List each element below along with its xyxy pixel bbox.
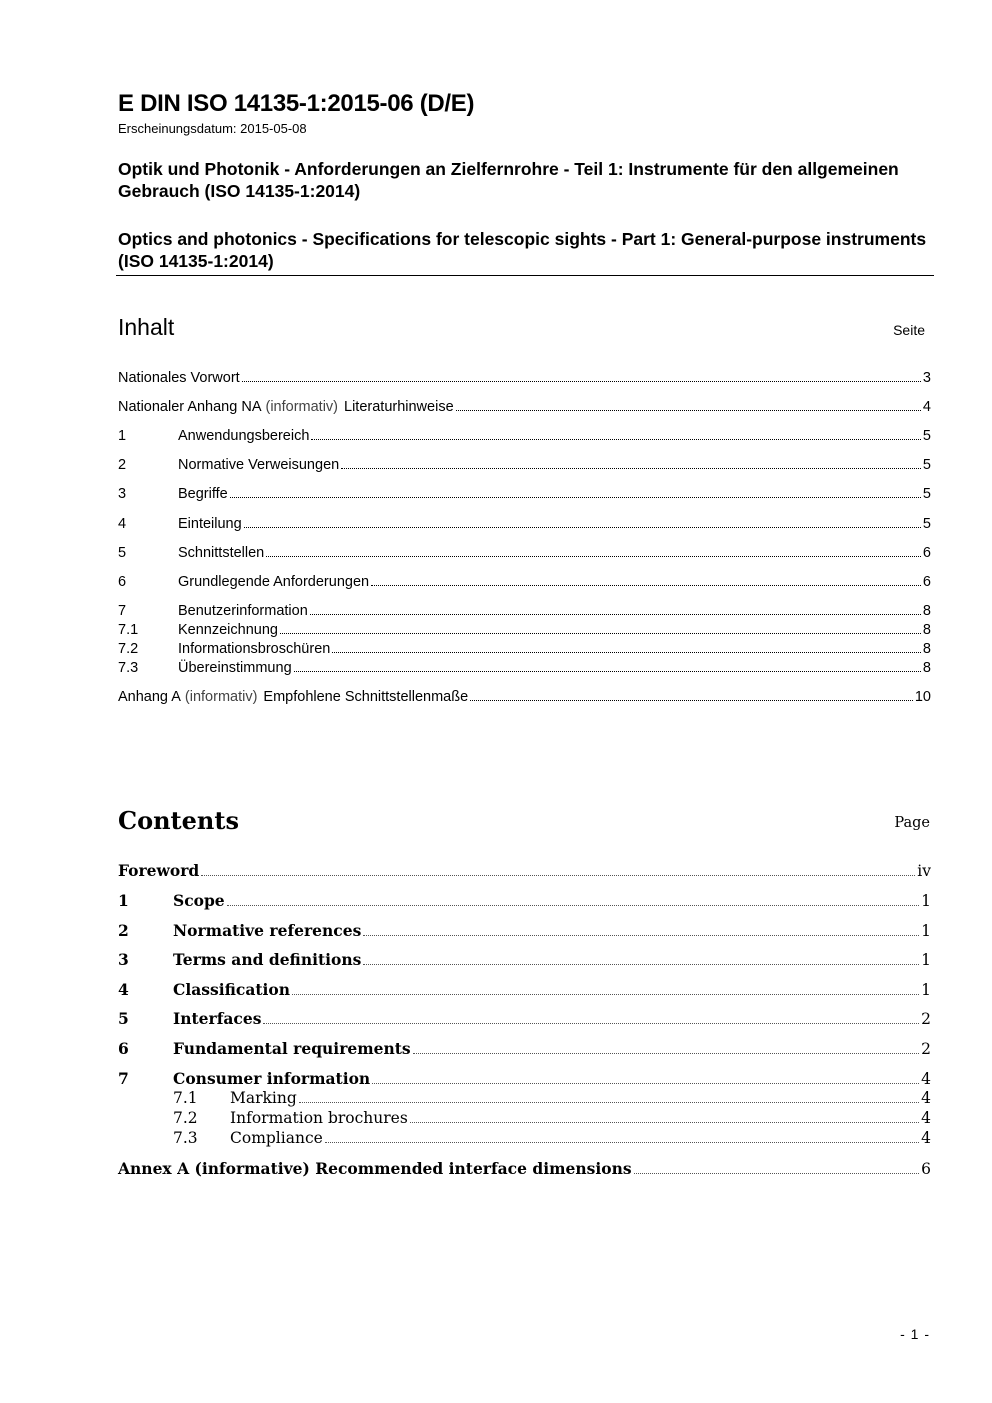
toc-de-entry[interactable] <box>118 428 931 448</box>
dot-leader <box>201 875 915 876</box>
dot-leader <box>456 410 921 411</box>
toc-entry-number: 1 <box>118 891 129 910</box>
toc-entry-title: Annex A (informative) Recommended interface dimensions <box>118 1159 632 1178</box>
toc-entry-title: Compliance <box>230 1129 323 1147</box>
toc-entry-page: 5 <box>922 486 931 502</box>
toc-en-heading: Contents <box>118 806 239 835</box>
toc-entry-page: 4 <box>921 1089 931 1107</box>
toc-entry-subtitle: Empfohlene Schnittstellenmaße <box>263 689 469 705</box>
toc-entry-page: 2 <box>921 1010 931 1028</box>
page-number: - 1 - <box>900 1326 930 1342</box>
toc-entry-page: iv <box>917 862 931 880</box>
toc-en-entry[interactable] <box>118 1159 931 1179</box>
toc-entry-number: 7 <box>118 1069 129 1088</box>
toc-en-entry[interactable] <box>118 1129 931 1149</box>
toc-entry-title: Terms and definitions <box>173 950 362 969</box>
toc-entry-number: 2 <box>118 921 129 940</box>
toc-entry-title: Information brochures <box>230 1109 408 1127</box>
toc-entry-page: 6 <box>921 1160 931 1178</box>
toc-entry-title: Kennzeichnung <box>178 622 278 638</box>
toc-de-entry[interactable] <box>118 516 931 536</box>
dot-leader <box>341 468 921 469</box>
toc-entry-page: 4 <box>921 1070 931 1088</box>
toc-entry-title: Benutzerinformation <box>178 603 308 619</box>
toc-entry-note: (informativ) <box>265 399 339 415</box>
toc-de-entry[interactable] <box>118 370 931 390</box>
dot-leader <box>294 671 921 672</box>
toc-entry-title: Scope <box>173 891 225 910</box>
toc-en-entry[interactable] <box>118 921 931 941</box>
toc-entry-number: 2 <box>118 457 127 473</box>
dot-leader <box>410 1122 919 1123</box>
toc-entry-page: 6 <box>922 545 931 561</box>
toc-entry-title: Interfaces <box>173 1009 262 1028</box>
toc-en-entry[interactable] <box>118 1039 931 1059</box>
toc-entry-number: 3 <box>118 486 127 502</box>
toc-entry-number: 7.2 <box>118 641 139 657</box>
toc-entry-title: Schnittstellen <box>178 545 265 561</box>
toc-entry-note: (informativ) <box>184 689 258 705</box>
toc-entry-number: 3 <box>118 950 129 969</box>
toc-entry-page: 1 <box>921 892 931 910</box>
toc-entry-page: 1 <box>921 922 931 940</box>
publication-date: Erscheinungsdatum: 2015-05-08 <box>118 121 307 136</box>
dot-leader <box>227 905 919 906</box>
toc-de-page-label: Seite <box>893 322 925 338</box>
dot-leader <box>280 633 921 634</box>
toc-entry-number: 5 <box>118 545 127 561</box>
toc-entry-title: Classification <box>173 980 291 999</box>
toc-entry-title: Fundamental requirements <box>173 1039 411 1058</box>
toc-entry-title: Übereinstimmung <box>178 660 292 676</box>
dot-leader <box>242 381 921 382</box>
toc-entry-title: Anwendungsbereich <box>178 428 310 444</box>
title-german: Optik und Photonik - Anforderungen an Zielfernrohre - Teil 1: Instrumente für den allgemeinen Gebrauch (ISO 14135-1:2014) <box>118 159 899 201</box>
toc-en-entry[interactable] <box>118 950 931 970</box>
toc-entry-title: Grundlegende Anforderungen <box>178 574 370 590</box>
toc-entry-page: 5 <box>922 457 931 473</box>
title-english: Optics and photonics - Specifications for telescopic sights - Part 1: General-purpose instruments (ISO 14135-1:2014) <box>118 229 927 271</box>
toc-entry-title: Consumer information <box>173 1069 371 1088</box>
toc-entry-title: Marking <box>230 1089 297 1107</box>
toc-en-page-label: Page <box>894 815 930 831</box>
dot-leader <box>634 1173 920 1174</box>
toc-entry-page: 1 <box>921 951 931 969</box>
dot-leader <box>244 527 921 528</box>
toc-de-entry[interactable] <box>118 574 931 594</box>
toc-entry-number: 7.3 <box>118 660 139 676</box>
toc-en-entry[interactable] <box>118 980 931 1000</box>
toc-entry-page: 4 <box>921 1109 931 1127</box>
toc-entry-title: Normative Verweisungen <box>178 457 340 473</box>
toc-entry-page: 8 <box>922 622 931 638</box>
toc-entry-page: 6 <box>922 574 931 590</box>
dot-leader <box>332 652 921 653</box>
toc-de-entry[interactable] <box>118 399 931 419</box>
toc-entry-number: 7 <box>118 603 127 619</box>
toc-entry-title: Normative references <box>173 921 362 940</box>
toc-entry-page: 8 <box>922 603 931 619</box>
toc-entry-page: 2 <box>921 1040 931 1058</box>
toc-entry-number: 7.1 <box>173 1089 198 1107</box>
dot-leader <box>470 700 913 701</box>
toc-entry-number: 4 <box>118 516 127 532</box>
toc-en-entry[interactable] <box>118 1109 931 1129</box>
toc-de-entry[interactable] <box>118 622 931 642</box>
dot-leader <box>371 585 921 586</box>
toc-entry-page: 5 <box>922 516 931 532</box>
dot-leader <box>363 935 919 936</box>
toc-entry-page: 8 <box>922 641 931 657</box>
toc-entry-number: 7.1 <box>118 622 139 638</box>
toc-de-entry[interactable] <box>118 486 931 506</box>
toc-entry-title: Nationaler Anhang NA <box>118 399 262 415</box>
toc-entry-page: 5 <box>922 428 931 444</box>
toc-entry-title: Informationsbroschüren <box>178 641 331 657</box>
toc-entry-number: 7.2 <box>173 1109 198 1127</box>
toc-entry-number: 5 <box>118 1009 129 1028</box>
toc-entry-page: 4 <box>921 1129 931 1147</box>
toc-entry-number: 4 <box>118 980 129 999</box>
toc-entry-subtitle: Literaturhinweise <box>344 399 454 415</box>
toc-entry-title: Nationales Vorwort <box>118 370 240 386</box>
dot-leader <box>311 439 921 440</box>
toc-de-entry[interactable] <box>118 457 931 477</box>
toc-en-entry[interactable] <box>118 861 931 881</box>
dot-leader <box>266 556 921 557</box>
toc-de-entry[interactable] <box>118 689 931 709</box>
toc-entry-page: 10 <box>914 689 931 705</box>
header-divider <box>116 275 934 276</box>
toc-entry-number: 6 <box>118 1039 129 1058</box>
toc-de-entry[interactable] <box>118 545 931 565</box>
toc-de-entry[interactable] <box>118 603 931 623</box>
toc-en-entry[interactable] <box>118 1009 931 1029</box>
toc-entry-number: 1 <box>118 428 127 444</box>
toc-entry-page: 1 <box>921 981 931 999</box>
toc-entry-number: 7.3 <box>173 1129 198 1147</box>
toc-entry-title: Anhang A <box>118 689 181 705</box>
dot-leader <box>299 1102 919 1103</box>
toc-entry-page: 4 <box>922 399 931 415</box>
toc-de-entry[interactable] <box>118 641 931 661</box>
dot-leader <box>292 994 919 995</box>
toc-de-entry[interactable] <box>118 660 931 680</box>
toc-entry-page: 8 <box>922 660 931 676</box>
dot-leader <box>310 614 921 615</box>
dot-leader <box>363 964 919 965</box>
toc-en-entry[interactable] <box>118 1069 931 1089</box>
document-title: E DIN ISO 14135-1:2015-06 (D/E) <box>118 90 475 117</box>
dot-leader <box>372 1083 919 1084</box>
toc-entry-title: Einteilung <box>178 516 242 532</box>
dot-leader <box>325 1142 919 1143</box>
toc-entry-number: 6 <box>118 574 127 590</box>
dot-leader <box>230 497 921 498</box>
toc-en-entry[interactable] <box>118 1089 931 1109</box>
dot-leader <box>263 1023 919 1024</box>
toc-de-heading: Inhalt <box>118 314 175 340</box>
toc-entry-title: Begriffe <box>178 486 228 502</box>
toc-entry-page: 3 <box>922 370 931 386</box>
toc-entry-title: Foreword <box>118 861 200 880</box>
toc-en-entry[interactable] <box>118 891 931 911</box>
dot-leader <box>413 1053 919 1054</box>
